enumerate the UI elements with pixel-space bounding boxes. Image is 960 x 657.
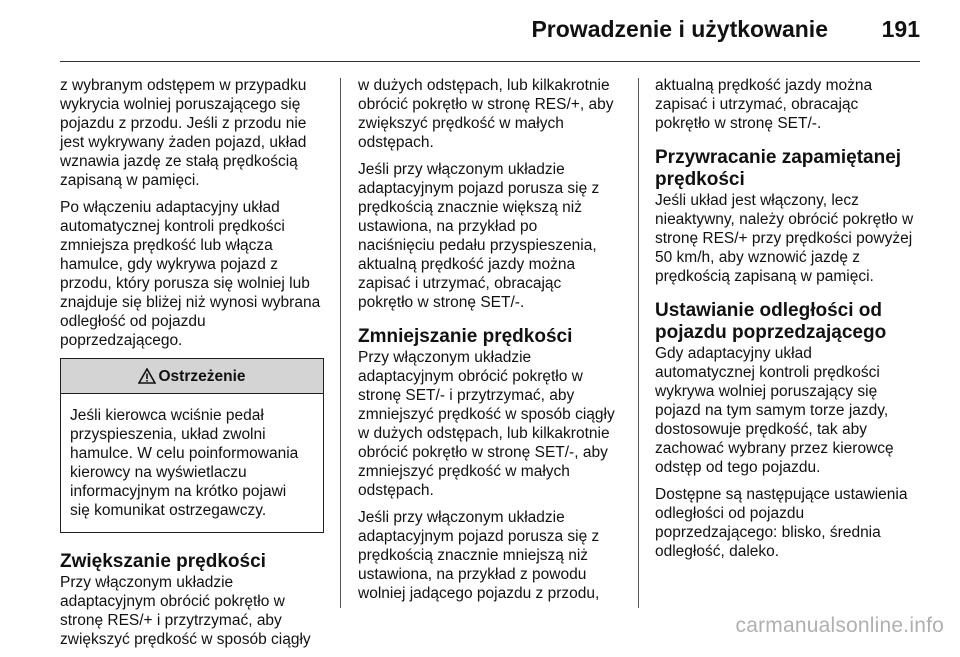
paragraph: Po włączeniu adaptacyjny układ automatycznej kontroli prędkości zmniejsza prędkość lub włącza hamulce, gdy wykrywa pojazd z przodu, który porusza się wolniej lub znajduje się bliżej niż wynosi wybrana odległość od pojazdu poprzedzającego. — [60, 199, 321, 349]
warning-triangle-icon — [138, 368, 156, 384]
section-heading: Ustawianie odległości od pojazdu poprzedzającego — [655, 300, 887, 343]
column-divider-1 — [340, 78, 341, 608]
paragraph: Przy włączonym układzie adaptacyjnym obrócić pokrętło w stronę RES/+ i przytrzymać, aby zwiększyć prędkość w sposób ciągły — [60, 574, 311, 648]
section-heading: Zmniejszanie prędkości — [358, 326, 573, 347]
column-3 — [655, 76, 927, 569]
header-rule — [60, 61, 920, 62]
page-number: 191 — [881, 16, 920, 42]
paragraph: aktualną prędkość jazdy można zapisać i utrzymać, obracając pokrętło w stronę SET/-. — [655, 77, 873, 132]
section-heading: Zwiększanie prędkości — [60, 551, 266, 572]
paragraph: z wybranym odstępem w przypadku wykrycia wolniej poruszającego się pojazdu z przodu. Jeśli z przodu nie jest wykrywany żaden pojazd, układ wznawia jazdę ze stałą prędkością zapisaną w pamięci. — [60, 77, 307, 189]
paragraph: Dostępne są następujące ustawienia odległości od pojazdu poprzedzającego: blisko, średnia odległość, daleko. — [655, 486, 908, 560]
paragraph: Gdy adaptacyjny układ automatycznej kontroli prędkości wykrywa wolniej poruszający się pojazd na tym samym torze jazdy, dostosowuje prędkość, tak aby zachować wybrany przez kierowcę odstęp od tego pojazdu. — [655, 345, 894, 476]
paragraph: Jeśli układ jest włączony, lecz nieaktywny, należy obrócić pokrętło w stronę RES/+ przy prędkości powyżej 50 km/h, aby wznowić jazdę z prędkością zapisaną w pamięci. — [655, 192, 914, 285]
warning-box — [60, 358, 324, 533]
column-1 — [60, 76, 326, 657]
paragraph: Jeśli przy włączonym układzie adaptacyjnym pojazd porusza się z prędkością znacznie większą niż ustawiona, na przykład po naciśnięciu pedału przyspieszenia, aktualną prędkość jazdy można zapisać i utrzymać, obracając pokrętło w stronę SET/-. — [358, 161, 600, 311]
column-2 — [358, 76, 626, 611]
warning-title: Ostrzeżenie — [158, 367, 246, 385]
paragraph: w dużych odstępach, lub kilkakrotnie obrócić pokrętło w stronę RES/+, aby zwiększyć prędkość w małych odstępach. — [358, 77, 614, 151]
section-following-distance — [655, 300, 927, 561]
warning-text: Jeśli kierowca wciśnie pedał przyspieszenia, układ zwolni hamulce. W celu poinformowania kierowcy na wyświetlaczu informacyjnym na krótko pojawi się komunikat ostrzegawczy. — [70, 407, 299, 519]
page-title: Prowadzenie i użytkowanie — [531, 16, 828, 42]
section-resume-speed — [655, 147, 927, 286]
column-divider-2 — [638, 78, 639, 608]
watermark: carmanualsonline.info — [735, 614, 944, 637]
section-decrease-speed — [358, 326, 626, 603]
section-increase-speed — [60, 551, 326, 649]
paragraph: Jeśli przy włączonym układzie adaptacyjnym pojazd porusza się z prędkością znacznie mniejszą niż ustawiona, na przykład z powodu wolniej jadącego pojazdu z przodu, — [358, 509, 600, 602]
paragraph: Przy włączonym układzie adaptacyjnym obrócić pokrętło w stronę SET/- i przytrzymać, aby zmniejszyć prędkość w sposób ciągły w dużych odstępach, lub kilkakrotnie obrócić pokrętło w stronę SET/-, aby zmniejszyć prędkość w małych odstępach. — [358, 349, 615, 499]
page-header — [0, 0, 960, 62]
warning-header — [61, 359, 323, 394]
section-heading: Przywracanie zapamiętanej prędkości — [655, 147, 902, 190]
